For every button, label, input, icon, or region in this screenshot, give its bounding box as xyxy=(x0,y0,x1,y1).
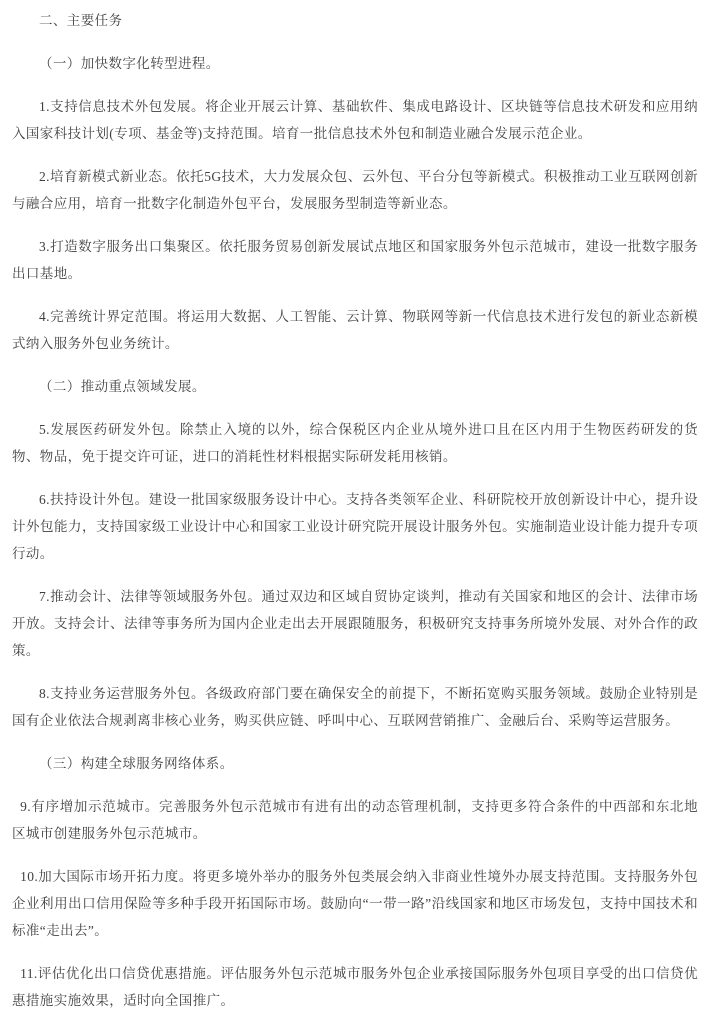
task-paragraph-7: 7.推动会计、法律等领域服务外包。通过双边和区域自贸协定谈判，推动有关国家和地区的会计、法律市场开放。支持会计、法律等事务所为国内企业走出去开展跟随服务，积极研究支持事务所境外发展、对外合作的政策。 xyxy=(12,589,698,658)
task-paragraph-1: 1.支持信息技术外包发展。将企业开展云计算、基础软件、集成电路设计、区块链等信息技术研发和应用纳入国家科技计划(专项、基金等)支持范围。培育一批信息技术外包和制造业融合发展示范企业。 xyxy=(12,99,698,141)
task-paragraph-9: 9.有序增加示范城市。完善服务外包示范城市有进有出的动态管理机制，支持更多符合条件的中西部和东北地区城市创建服务外包示范城市。 xyxy=(12,799,698,841)
section-heading-main-tasks: 二、主要任务 xyxy=(39,13,123,28)
subsection-heading-key-areas: （二）推动重点领域发展。 xyxy=(39,379,206,394)
task-paragraph-3: 3.打造数字服务出口集聚区。依托服务贸易创新发展试点地区和国家服务外包示范城市，建设一批数字服务出口基地。 xyxy=(12,239,698,281)
task-paragraph-10: 10.加大国际市场开拓力度。将更多境外举办的服务外包类展会纳入非商业性境外办展支持范围。支持服务外包企业利用出口信用保险等多种手段开拓国际市场。鼓励向“一带一路”沿线国家和地区市场发包，支持中国技术和标准“走出去”。 xyxy=(12,869,698,938)
task-paragraph-2: 2.培育新模式新业态。依托5G技术，大力发展众包、云外包、平台分包等新模式。积极推动工业互联网创新与融合应用，培育一批数字化制造外包平台，发展服务型制造等新业态。 xyxy=(12,169,698,211)
subsection-heading-global-service-network: （三）构建全球服务网络体系。 xyxy=(39,756,234,771)
task-paragraph-5: 5.发展医药研发外包。除禁止入境的以外，综合保税区内企业从境外进口且在区内用于生物医药研发的货物、物品，免于提交许可证，进口的消耗性材料根据实际研发耗用核销。 xyxy=(12,422,698,464)
task-paragraph-11: 11.评估优化出口信贷优惠措施。评估服务外包示范城市服务外包企业承接国际服务外包项目享受的出口信贷优惠措施实施效果，适时向全国推广。 xyxy=(12,966,698,1008)
task-paragraph-4: 4.完善统计界定范围。将运用大数据、人工智能、云计算、物联网等新一代信息技术进行发包的新业态新模式纳入服务外包业务统计。 xyxy=(12,309,698,351)
task-paragraph-8: 8.支持业务运营服务外包。各级政府部门要在确保安全的前提下，不断拓宽购买服务领域。鼓励企业特别是国有企业依法合规剥离非核心业务，购买供应链、呼叫中心、互联网营销推广、金融后台、采购等运营服务。 xyxy=(12,686,698,728)
subsection-heading-digital-transformation: （一）加快数字化转型进程。 xyxy=(39,56,220,71)
task-paragraph-6: 6.扶持设计外包。建设一批国家级服务设计中心。支持各类领军企业、科研院校开放创新设计中心，提升设计外包能力，支持国家级工业设计中心和国家工业设计研究院开展设计服务外包。实施制造业设计能力提升专项行动。 xyxy=(12,492,698,561)
